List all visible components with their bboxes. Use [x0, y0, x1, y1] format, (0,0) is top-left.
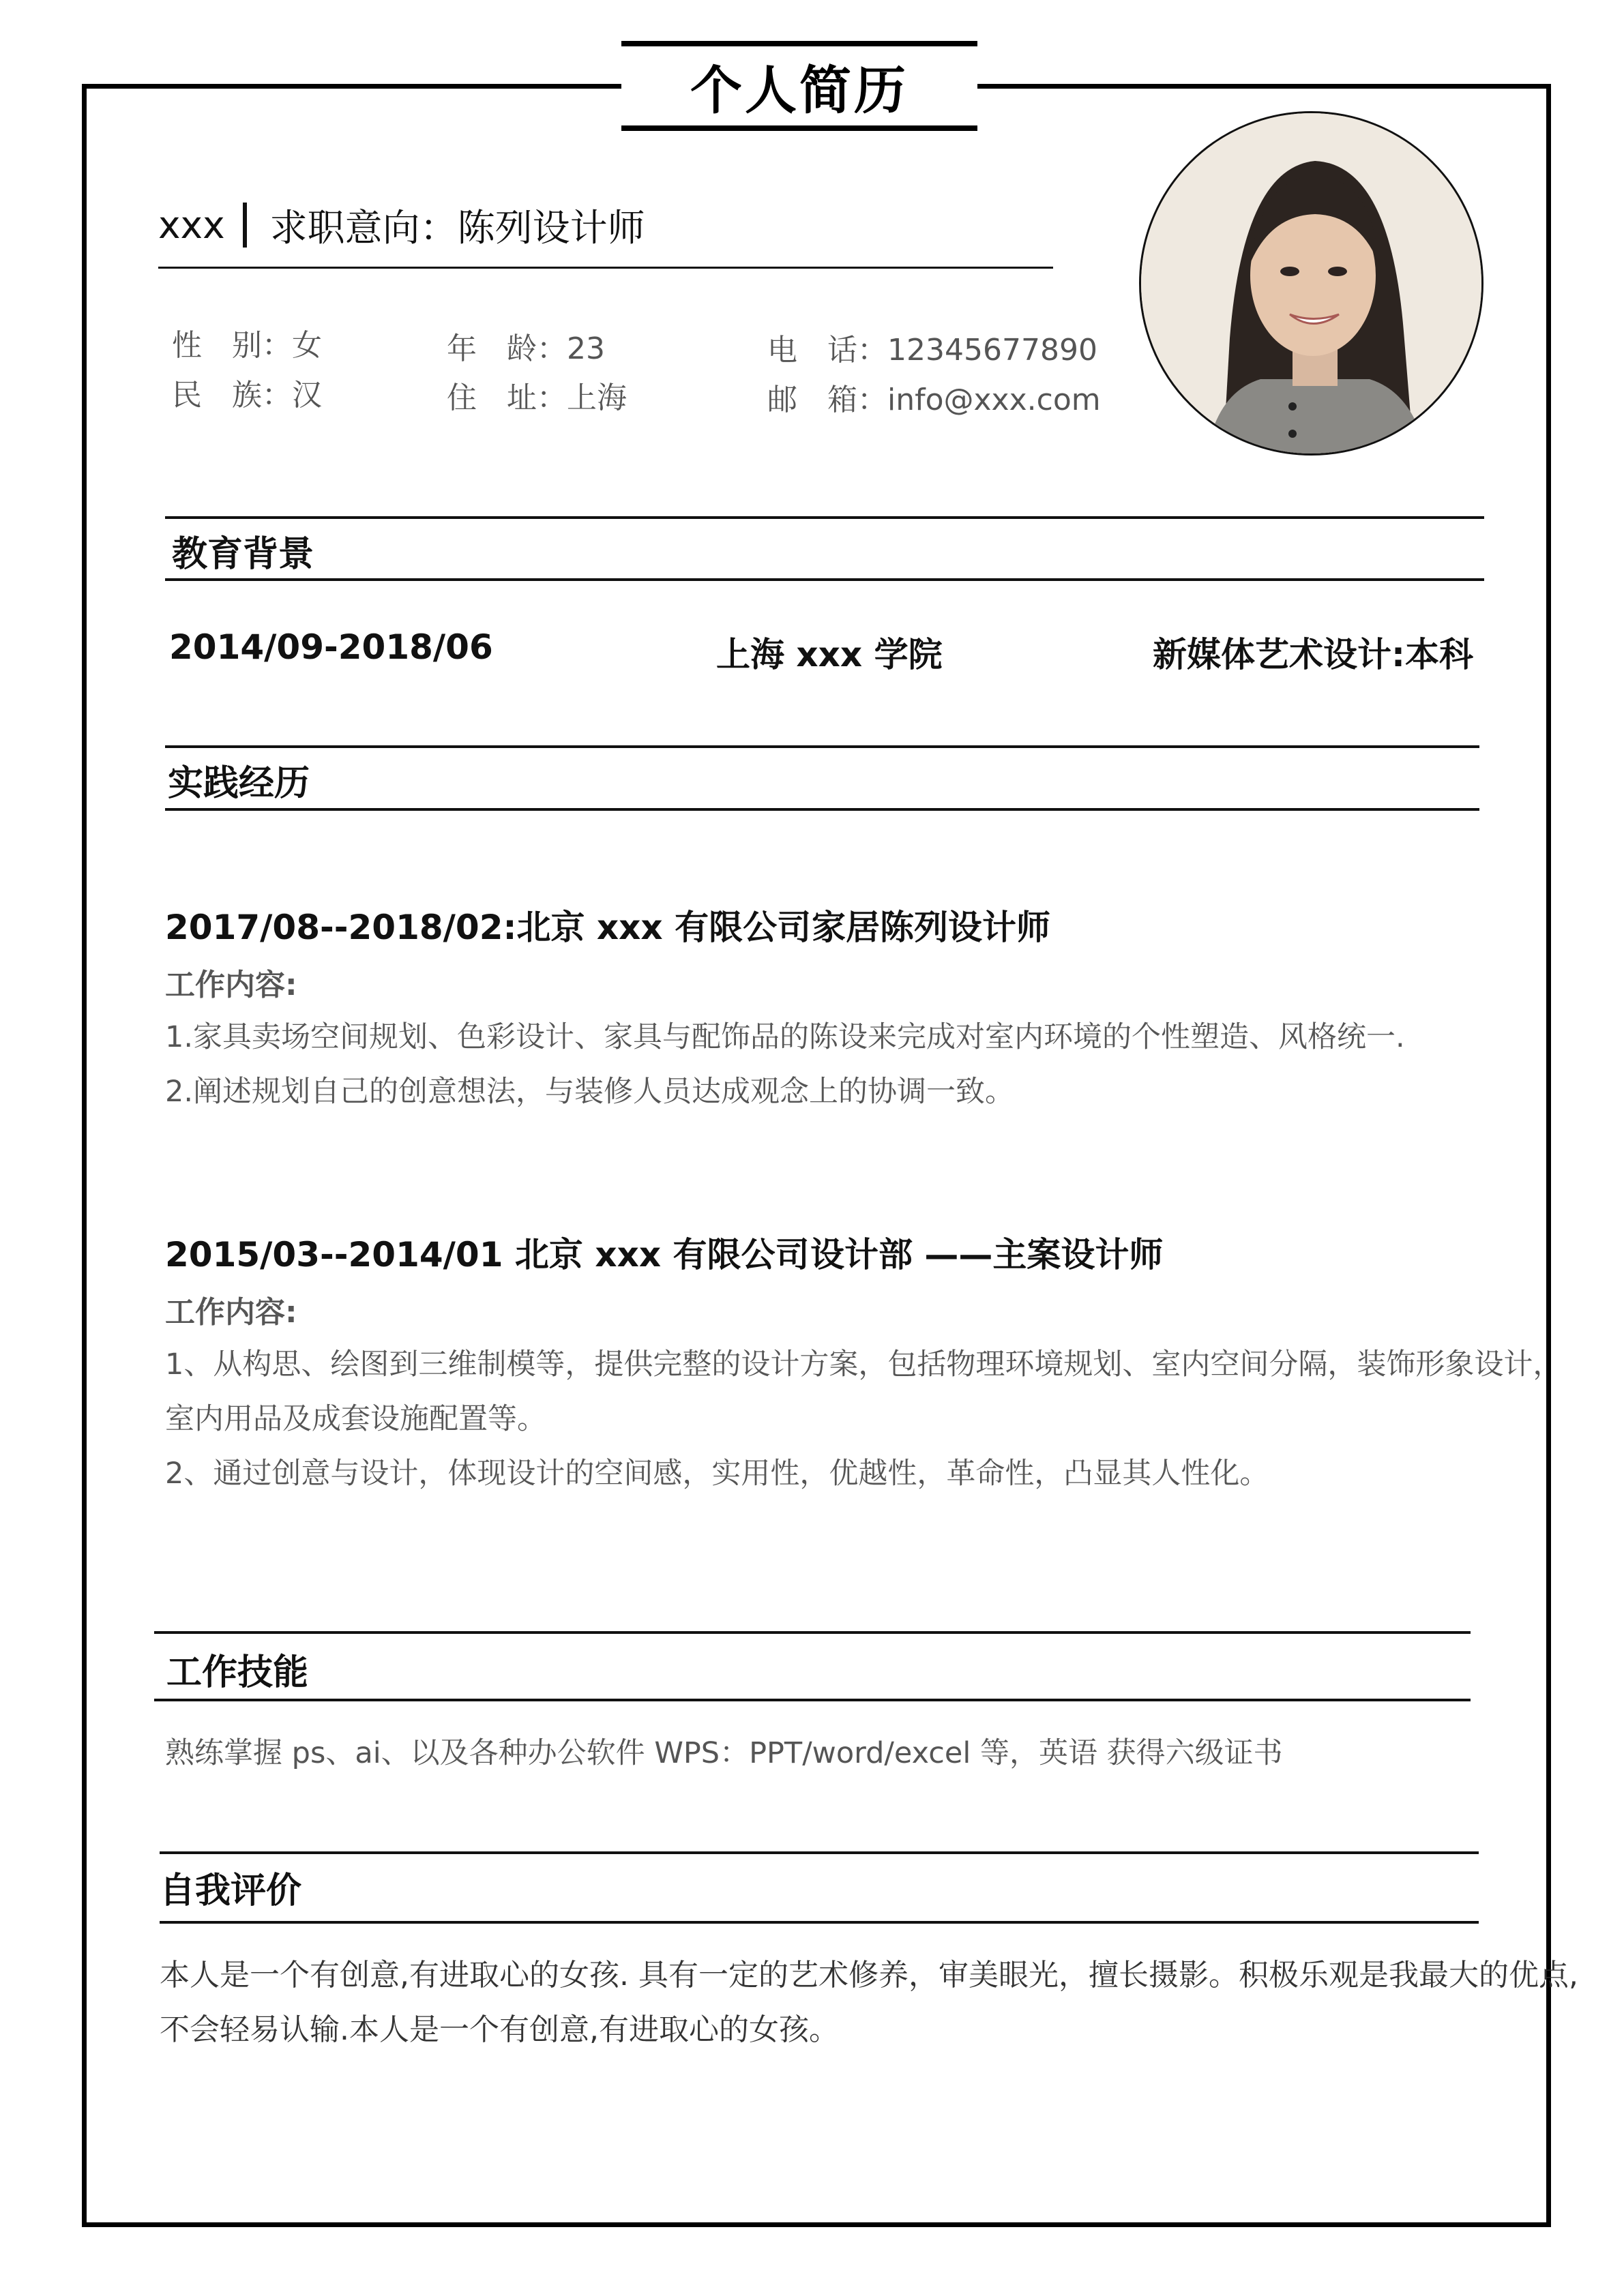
experience-rule-top: [165, 745, 1479, 748]
job-2-role: 设计部 ——主案设计师: [810, 1235, 1164, 1274]
evaluation-rule-top: [160, 1851, 1479, 1854]
job-1-role: 家居陈列设计师: [812, 908, 1050, 947]
experience-rule-bottom: [165, 808, 1479, 811]
job-2-content-label: 工作内容:: [165, 1295, 297, 1330]
headline-rule: [158, 267, 1053, 269]
profile-photo: [1139, 111, 1483, 456]
evaluation-line-2: 不会轻易认输.本人是一个有创意,有进取心的女孩。: [160, 2012, 839, 2047]
education-school: 上海 xxx 学院: [716, 635, 943, 674]
info-email-label: 邮 箱：: [767, 383, 887, 417]
info-ethnicity-value: 汉: [292, 378, 322, 413]
info-ethnicity: [172, 370, 322, 414]
education-major: 新媒体艺术设计:本科: [1153, 635, 1473, 674]
education-rule-bottom: [165, 578, 1484, 581]
info-ethnicity-label: 民 族：: [172, 378, 292, 413]
info-phone: [767, 325, 1097, 369]
page-title: 个人简历: [690, 59, 909, 121]
evaluation-line-1: 本人是一个有创意,有进取心的女孩. 具有一定的艺术修养，审美眼光，擅长摄影。积极乐观是我最大的优点,: [160, 1958, 1578, 1993]
portrait-illustration: [1141, 113, 1483, 456]
job-2-line-3: 2、通过创意与设计，体现设计的空间感，实用性，优越性，革命性，凸显其人性化。: [165, 1457, 1269, 1491]
job-2-line-1: 1、从构思、绘图到三维制模等，提供完整的设计方案，包括物理环境规划、室内空间分隔，装饰形象设计，: [165, 1347, 1563, 1382]
skills-rule-top: [154, 1631, 1471, 1634]
experience-heading: 实践经历: [168, 763, 310, 804]
education-period: 2014/09-2018/06: [169, 627, 493, 667]
info-phone-value: 12345677890: [887, 333, 1097, 368]
info-gender-label: 性 别：: [172, 328, 292, 363]
job-2-company: 2015/03--2014/01 北京 xxx 有限公司: [165, 1235, 810, 1274]
info-email-value: info@xxx.com: [887, 383, 1101, 417]
job-1-line-1: 1.家具卖场空间规划、色彩设计、家具与配饰品的陈设来完成对室内环境的个性塑造、风格统一.: [165, 1020, 1405, 1054]
job-2-line-2: 室内用品及成套设施配置等。: [165, 1402, 546, 1436]
job-1-content-label: 工作内容:: [165, 968, 297, 1002]
info-age-value: 23: [567, 331, 605, 366]
info-age-label: 年 龄：: [447, 331, 567, 366]
candidate-name: xxx: [158, 203, 225, 247]
skills-heading: 工作技能: [166, 1652, 309, 1693]
education-rule-top: [165, 516, 1484, 519]
info-phone-label: 电 话：: [767, 333, 887, 368]
education-heading: 教育背景: [172, 534, 314, 575]
job-1-company: 2017/08--2018/02:北京 xxx 有限公司: [165, 908, 812, 947]
evaluation-heading: 自我评价: [160, 1870, 302, 1911]
info-gender: [172, 320, 322, 364]
title-block: [621, 41, 977, 131]
headline: [158, 198, 645, 252]
info-address-label: 住 址：: [447, 381, 567, 415]
info-age: [447, 324, 605, 368]
skills-text: 熟练掌握 ps、ai、以及各种办公软件 WPS：PPT/word/excel 等，英语 获得六级证书: [165, 1736, 1283, 1770]
info-email: [767, 375, 1101, 419]
headline-separator: [243, 203, 247, 248]
evaluation-rule-bottom: [160, 1921, 1479, 1924]
skills-rule-bottom: [154, 1699, 1471, 1701]
job-objective: 求职意向：陈列设计师: [269, 206, 645, 250]
info-address-value: 上海: [567, 381, 627, 415]
info-address: [447, 373, 627, 417]
job-1-line-2: 2.阐述规划自己的创意想法，与装修人员达成观念上的协调一致。: [165, 1075, 1015, 1109]
info-gender-value: 女: [292, 328, 322, 363]
